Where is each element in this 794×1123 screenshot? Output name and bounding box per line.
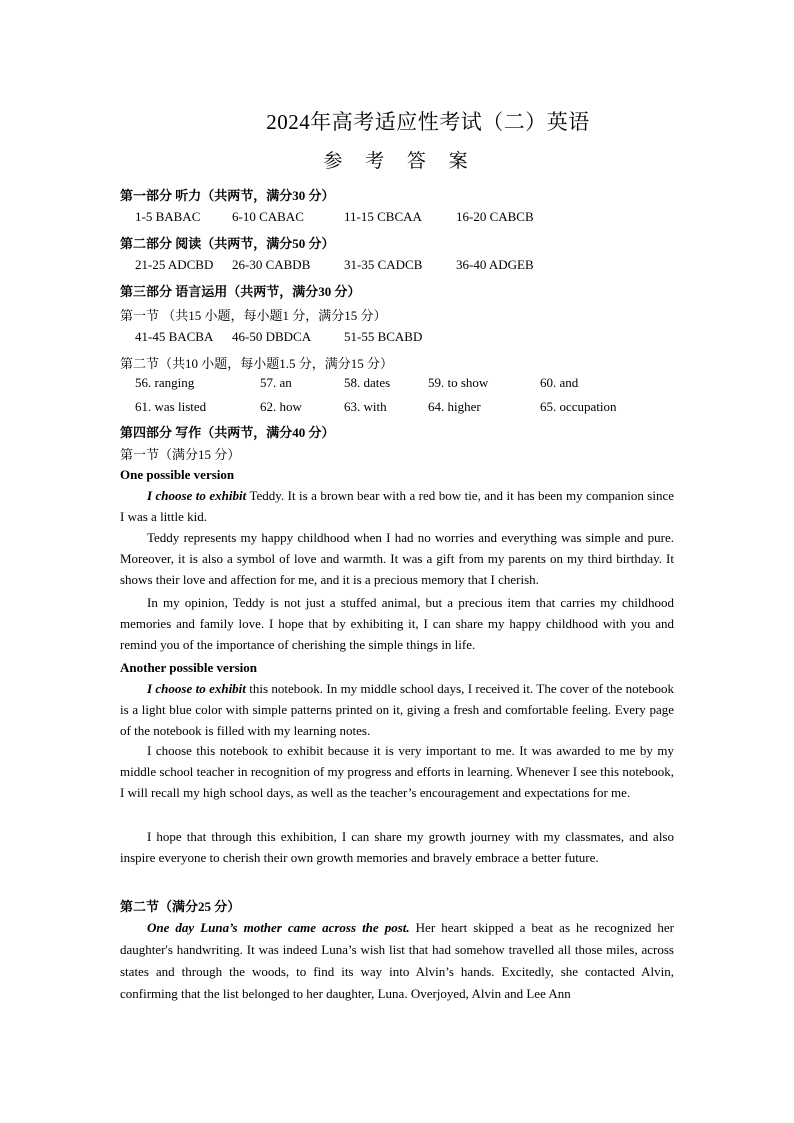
version2-label: Another possible version xyxy=(120,660,257,675)
answer-group: 1-5 BABAC xyxy=(135,209,201,224)
answer-group: 16-20 CABCB xyxy=(456,209,534,224)
answer-item: 63. with xyxy=(344,399,387,414)
version1-paragraph-1 xyxy=(120,485,674,527)
answer-group: 51-55 BCABD xyxy=(344,329,423,344)
answer-item: 58. dates xyxy=(344,375,391,390)
version1-paragraph-3: In my opinion, Teddy is not just a stuffed animal, but a precious item that carries my childhood memories and family love. I hope that by exhibiting it, I can share my happy childhood with you and remind you of the importance of cherishing the simple things in life. xyxy=(120,595,674,652)
answer-item: 61. was listed xyxy=(135,399,207,414)
version1-paragraph-2: Teddy represents my happy childhood when I had no worries and everything was simple and pure. Moreover, it is also a symbol of love and warmth. It was a gift from my parents on my third birthday. It shows their love and affection for me, and it is a precious memory that I cherish. xyxy=(120,530,674,587)
page-title: 2024年高考适应性考试（二）英语 xyxy=(266,110,590,134)
part4-section1-heading: 第一节（满分15 分） xyxy=(120,447,241,462)
answer-item: 57. an xyxy=(260,375,292,390)
continuation-text: Her heart skipped a beat as he recognized her daughter's handwriting. It was indeed Luna’s wish list that had somehow travelled all those miles, across states and through the woods, to find its way into Alvin’s hands. Excitedly, she contacted Alvin, confirming that the list belonged to her daughter, Luna. Overjoyed, Alvin and Lee Ann xyxy=(120,920,674,1001)
continuation-paragraph xyxy=(120,917,674,1005)
version2-paragraph-2: I choose this notebook to exhibit because it is very important to me. It was awarded to me by my middle school teacher in recognition of my progress and efforts in learning. Whenever I see this notebook, I will recall my high school days, as well as the teacher’s encouragement and expectations for me. xyxy=(120,743,674,800)
answer-group: 46-50 DBDCA xyxy=(232,329,312,344)
part4-section2-heading: 第二节（满分25 分） xyxy=(120,899,241,914)
answer-group: 11-15 CBCAA xyxy=(344,209,422,224)
answer-item: 60. and xyxy=(540,375,579,390)
answer-group: 21-25 ADCBD xyxy=(135,257,214,272)
part3-section2-heading: 第二节（共10 小题，每小题1.5 分，满分15 分） xyxy=(120,356,394,371)
version1-p1-text: Teddy. It is a brown bear with a red bow tie, and it has been my companion since I was a little kid. xyxy=(120,488,674,524)
version2-paragraph-1 xyxy=(120,678,674,741)
part3-heading: 第三部分 语言运用（共两节，满分30 分） xyxy=(120,284,361,299)
version2-p1-text: this notebook. In my middle school days, I received it. The cover of the notebook is a light blue color with simple patterns printed on it, giving a fresh and comfortable feeling. Every page of the notebook is filled with my learning notes. xyxy=(120,681,674,738)
answer-group: 6-10 CABAC xyxy=(232,209,304,224)
part4-heading: 第四部分 写作（共两节，满分40 分） xyxy=(120,425,335,440)
answer-item: 65. occupation xyxy=(540,399,617,414)
part3-section1-heading: 第一节 （共15 小题，每小题1 分，满分15 分） xyxy=(120,308,387,323)
page-subtitle: 参 考 答 案 xyxy=(323,151,477,172)
version1-lead: I choose to exhibit xyxy=(147,488,247,503)
answer-item: 64. higher xyxy=(428,399,481,414)
answer-group: 36-40 ADGEB xyxy=(456,257,534,272)
answer-group: 31-35 CADCB xyxy=(344,257,423,272)
part2-heading: 第二部分 阅读（共两节，满分50 分） xyxy=(120,236,335,251)
answer-item: 62. how xyxy=(260,399,302,414)
answer-group: 26-30 CABDB xyxy=(232,257,311,272)
part1-heading: 第一部分 听力（共两节，满分30 分） xyxy=(120,188,335,203)
answer-group: 41-45 BACBA xyxy=(135,329,214,344)
continuation-lead: One day Luna’s mother came across the post. xyxy=(147,920,410,935)
version2-paragraph-3: I hope that through this exhibition, I can share my growth journey with my classmates, and also inspire everyone to cherish their own growth memories and bravely embrace a better future. xyxy=(120,829,674,865)
answer-item: 56. ranging xyxy=(135,375,195,390)
answer-item: 59. to show xyxy=(428,375,489,390)
version2-lead: I choose to exhibit xyxy=(147,681,246,696)
version1-label: One possible version xyxy=(120,467,235,482)
